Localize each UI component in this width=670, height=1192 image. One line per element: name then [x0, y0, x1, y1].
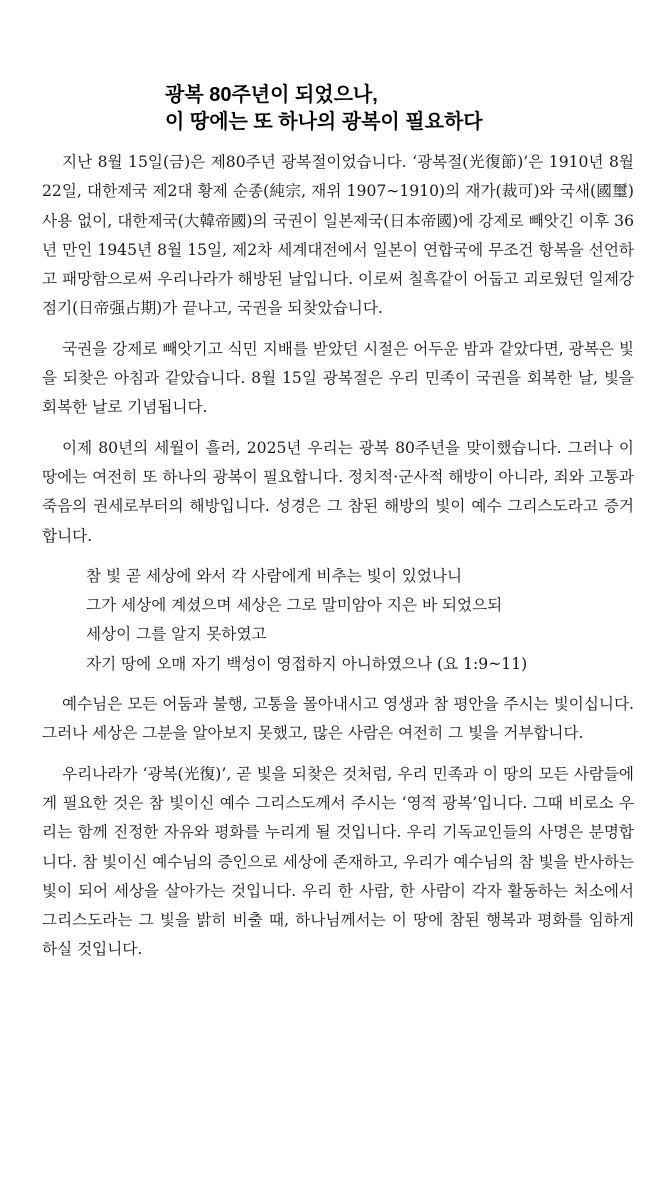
- verse-line: 자기 땅에 오매 자기 백성이 영접하지 아니하였으나 (요 1:9~11): [86, 654, 528, 673]
- paragraph-2: 국권을 강제로 빼앗기고 식민 지배를 받았던 시절은 어두운 밤과 같았다면, 광복은 빛을 되찾은 아침과 같았습니다. 8월 15일 광복절은 우리 민족이 국권을 회복한 날, 빛을 회복한 날로 기념됩니다.: [42, 339, 634, 417]
- paragraph-1: 지난 8월 15일(금)은 제80주년 광복절이었습니다. ‘광복절(光復節)’은 1910년 8월 22일, 대한제국 제2대 황제 순종(純宗, 재위 1907∼1910)의 재가(裁可)와 국새(國璽) 사용 없이, 대한제국(大韓帝國)의 국권이 일본제국(日本帝國)에 강제로 빼앗긴 이후 36년 만인 1945년 8월 15일, 제2차 세계대전에서 일본이 연합국에 무조건 항복을 선언하고 패망함으로써 우리나라가 해방된 날입니다. 이로써 칠흑같이 어둡고 괴로웠던 일제강점기(日帝强占期)가 끝나고, 국권을 되찾았습니다.: [42, 153, 634, 318]
- verse-line: 그가 세상에 계셨으며 세상은 그로 말미암아 지은 바 되었으되: [86, 596, 503, 615]
- paragraph-4: 예수님은 모든 어둠과 불행, 고통을 몰아내시고 영생과 참 평안을 주시는 빛이십니다. 그러나 세상은 그분을 알아보지 못했고, 많은 사람은 여전히 그 빛을 거부합니다.: [42, 695, 634, 743]
- verse-line: 세상이 그를 알지 못하였고: [86, 625, 267, 644]
- verse-line: 참 빛 곧 세상에 와서 각 사람에게 비추는 빛이 있었나니: [86, 566, 463, 585]
- bible-verse-quote: [42, 562, 634, 679]
- title-line-1: 광복 80주년이 되었으나,: [165, 84, 378, 106]
- paragraph-5: 우리나라가 ‘광복(光復)’, 곧 빛을 되찾은 것처럼, 우리 민족과 이 땅의 모든 사람들에게 필요한 것은 참 빛이신 예수 그리스도께서 주시는 ‘영적 광복’입니다. 그때 비로소 우리는 함께 진정한 자유와 평화를 누리게 될 것입니다. 우리 기독교인들의 사명은 분명합니다. 참 빛이신 예수님의 증인으로 세상에 존재하고, 우리가 예수님의 참 빛을 반사하는 빛이 되어 세상을 살아가는 것입니다. 우리 한 사람, 한 사람이 각자 활동하는 처소에서 그리스도라는 그 빛을 밝히 비출 때, 하나님께서는 이 땅에 참된 행복과 평화를 임하게 하실 것입니다.: [42, 764, 634, 959]
- article-body: [42, 148, 634, 976]
- paragraph-3: 이제 80년의 세월이 흘러, 2025년 우리는 광복 80주년을 맞이했습니다. 그러나 이 땅에는 여전히 또 하나의 광복이 필요합니다. 정치적·군사적 해방이 아니라, 죄와 고통과 죽음의 권세로부터의 해방입니다. 성경은 그 참된 해방의 빛이 예수 그리스도라고 증거합니다.: [42, 438, 634, 545]
- article-title: [0, 82, 670, 136]
- title-line-2: 이 땅에는 또 하나의 광복이 필요하다: [165, 111, 483, 133]
